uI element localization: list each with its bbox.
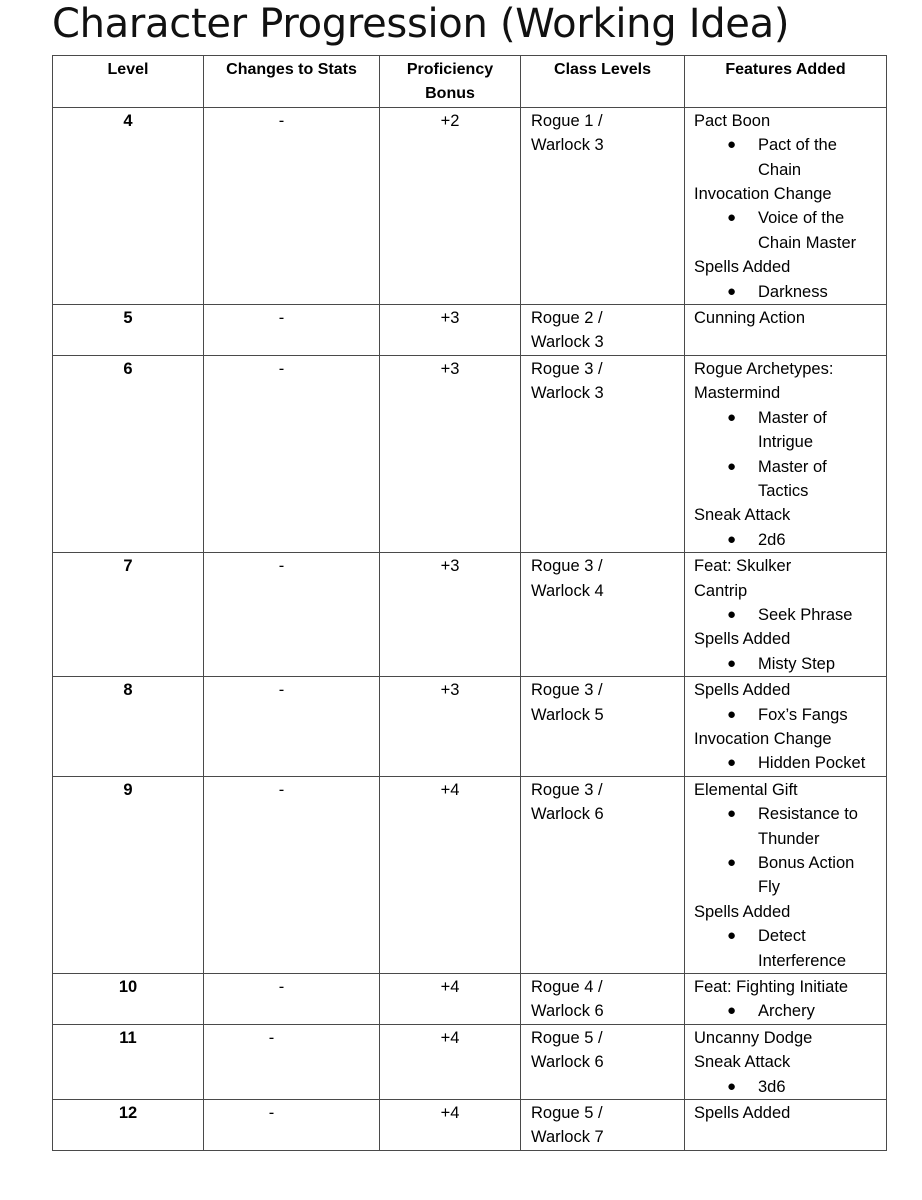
- feature-bullet-item: [727, 999, 882, 1023]
- feature-bullet-item: [727, 133, 882, 182]
- feature-heading: Cunning Action: [694, 309, 805, 328]
- proficiency-bonus-cell: +2: [380, 107, 521, 304]
- column-header-bonus: Proficiency Bonus: [380, 56, 521, 108]
- table-row: [53, 305, 887, 356]
- feature-heading: Feat: Fighting Initiate: [694, 978, 849, 997]
- feature-bullet-list: [694, 603, 882, 627]
- class-level-line: Warlock 3: [531, 384, 604, 403]
- level-cell: 11: [53, 1024, 204, 1099]
- stats-change-cell: -: [204, 107, 380, 304]
- stats-change-cell: -: [204, 553, 380, 677]
- features-cell: [685, 305, 887, 356]
- feature-bullet-text: Darkness: [758, 282, 828, 301]
- feature-bullet-item: [727, 280, 882, 304]
- level-cell: 4: [53, 107, 204, 304]
- feature-bullet-list: [694, 133, 882, 182]
- feature-bullet-text: Detect Interference: [758, 927, 847, 970]
- feature-heading: Invocation Change: [694, 185, 832, 204]
- features-cell: [685, 1100, 887, 1151]
- column-header-level: Level: [53, 56, 204, 108]
- table-row: [53, 677, 887, 777]
- bullet-icon: ●: [727, 408, 737, 426]
- feature-bullet-list: [694, 1075, 882, 1099]
- proficiency-bonus-cell: +4: [380, 974, 521, 1025]
- stats-change-cell: -: [204, 305, 380, 356]
- feature-bullet-list: [694, 924, 882, 973]
- feature-heading: Spells Added: [694, 681, 791, 700]
- class-level-line: Rogue 5 /: [531, 1028, 603, 1047]
- bullet-icon: ●: [727, 457, 737, 475]
- features-cell: [685, 553, 887, 677]
- table-row: [53, 974, 887, 1025]
- feature-bullet-text: Bonus Action Fly: [758, 854, 855, 897]
- feature-bullet-list: [694, 751, 882, 775]
- level-cell: 7: [53, 553, 204, 677]
- feature-heading: Invocation Change: [694, 729, 832, 748]
- feature-heading: Elemental Gift: [694, 780, 798, 799]
- feature-bullet-item: [727, 652, 882, 676]
- stats-change-cell: -: [204, 1024, 380, 1099]
- proficiency-bonus-cell: +4: [380, 1100, 521, 1151]
- feature-bullet-list: [694, 528, 882, 552]
- feature-bullet-item: [727, 924, 882, 973]
- class-level-line: Rogue 1 /: [531, 111, 603, 130]
- features-cell: [685, 355, 887, 552]
- feature-heading: Rogue Archetypes: Mastermind: [694, 359, 834, 403]
- feature-bullet-text: Pact of the Chain: [758, 136, 837, 179]
- feature-bullet-item: [727, 455, 882, 504]
- class-level-line: Rogue 3 /: [531, 681, 603, 700]
- features-cell: [685, 1024, 887, 1099]
- feature-bullet-text: 3d6: [758, 1077, 786, 1096]
- column-header-features: Features Added: [685, 56, 887, 108]
- feature-bullet-list: [694, 652, 882, 676]
- class-levels-cell: [521, 305, 685, 356]
- class-levels-cell: [521, 776, 685, 973]
- features-cell: [685, 974, 887, 1025]
- feature-bullet-item: [727, 603, 882, 627]
- feature-heading: Uncanny Dodge: [694, 1028, 813, 1047]
- bullet-icon: ●: [727, 605, 737, 623]
- table-row: [53, 107, 887, 304]
- bullet-icon: ●: [727, 854, 737, 871]
- bullet-icon: ●: [727, 530, 737, 548]
- class-levels-cell: [521, 355, 685, 552]
- class-level-line: Warlock 6: [531, 1053, 604, 1072]
- level-cell: 12: [53, 1100, 204, 1151]
- proficiency-bonus-cell: +3: [380, 553, 521, 677]
- features-cell: [685, 776, 887, 973]
- feature-bullet-text: Resistance to Thunder: [758, 805, 858, 848]
- feature-bullet-item: [727, 528, 882, 552]
- feature-bullet-list: [694, 280, 882, 304]
- feature-bullet-list: [694, 406, 882, 504]
- class-level-line: Warlock 3: [531, 136, 604, 155]
- feature-bullet-list: [694, 802, 882, 900]
- feature-bullet-item: [727, 206, 882, 255]
- document-title: Character Progression (Working Idea): [52, 1, 790, 47]
- class-level-line: Rogue 3 /: [531, 780, 603, 799]
- stats-change-cell: -: [204, 677, 380, 777]
- feature-bullet-item: [727, 703, 882, 727]
- bullet-icon: ●: [727, 927, 737, 945]
- feature-heading: Sneak Attack: [694, 1053, 791, 1072]
- class-level-line: Rogue 3 /: [531, 557, 603, 576]
- table-row: [53, 776, 887, 973]
- stats-change-cell: -: [204, 776, 380, 973]
- feature-heading: Cantrip: [694, 581, 748, 600]
- stats-change-cell: -: [204, 974, 380, 1025]
- feature-bullet-text: 2d6: [758, 530, 786, 549]
- bullet-icon: ●: [727, 805, 737, 823]
- feature-bullet-list: [694, 999, 882, 1023]
- feature-bullet-text: Voice of the Chain Master: [758, 209, 857, 252]
- feature-heading: Spells Added: [694, 630, 791, 649]
- class-levels-cell: [521, 553, 685, 677]
- feature-bullet-text: Seek Phrase: [758, 605, 853, 624]
- class-levels-cell: [521, 1100, 685, 1151]
- bullet-icon: ●: [727, 705, 737, 723]
- feature-bullet-text: Fox’s Fangs: [758, 705, 848, 724]
- feature-bullet-item: [727, 1075, 882, 1099]
- table-body: [53, 107, 887, 1150]
- table-row: [53, 355, 887, 552]
- feature-bullet-item: [727, 751, 882, 775]
- features-cell: [685, 677, 887, 777]
- class-levels-cell: [521, 1024, 685, 1099]
- stats-change-cell: -: [204, 355, 380, 552]
- class-level-line: Warlock 6: [531, 1002, 604, 1021]
- feature-bullet-list: [694, 703, 882, 727]
- bullet-icon: ●: [727, 1002, 737, 1020]
- feature-heading: Sneak Attack: [694, 506, 791, 525]
- bullet-icon: ●: [727, 654, 737, 672]
- class-level-line: Warlock 5: [531, 705, 604, 724]
- feature-bullet-text: Archery: [758, 1002, 815, 1021]
- level-cell: 6: [53, 355, 204, 552]
- table-row: [53, 1024, 887, 1099]
- class-level-line: Rogue 3 /: [531, 359, 603, 378]
- column-header-stats: Changes to Stats: [204, 56, 380, 108]
- feature-heading: Spells Added: [694, 258, 791, 277]
- class-level-line: Warlock 4: [531, 581, 604, 600]
- bullet-icon: ●: [727, 136, 737, 154]
- features-cell: [685, 107, 887, 304]
- level-cell: 5: [53, 305, 204, 356]
- feature-bullet-text: Master of Intrigue: [758, 408, 827, 452]
- feature-bullet-item: [727, 802, 882, 851]
- class-level-line: Warlock 6: [531, 805, 604, 824]
- feature-bullet-item: [727, 406, 882, 455]
- proficiency-bonus-cell: +4: [380, 1024, 521, 1099]
- feature-heading: Spells Added: [694, 902, 791, 921]
- bullet-icon: ●: [727, 754, 737, 772]
- class-levels-cell: [521, 677, 685, 777]
- stats-change-cell: -: [204, 1100, 380, 1151]
- class-levels-cell: [521, 974, 685, 1025]
- bullet-icon: ●: [727, 1077, 737, 1095]
- proficiency-bonus-cell: +3: [380, 677, 521, 777]
- level-cell: 10: [53, 974, 204, 1025]
- feature-bullet-text: Master of Tactics: [758, 457, 827, 500]
- class-level-line: Rogue 5 /: [531, 1104, 603, 1123]
- table-header-row: [53, 56, 887, 108]
- feature-heading: Feat: Skulker: [694, 557, 792, 576]
- class-level-line: Rogue 4 /: [531, 978, 603, 997]
- class-levels-cell: [521, 107, 685, 304]
- column-header-class-levels: Class Levels: [521, 56, 685, 108]
- feature-heading: Pact Boon: [694, 111, 771, 130]
- level-cell: 9: [53, 776, 204, 973]
- class-level-line: Warlock 7: [531, 1128, 604, 1147]
- bullet-icon: ●: [727, 282, 737, 300]
- proficiency-bonus-cell: +3: [380, 355, 521, 552]
- feature-bullet-text: Misty Step: [758, 654, 836, 673]
- feature-bullet-list: [694, 206, 882, 255]
- feature-bullet-item: [727, 851, 882, 900]
- proficiency-bonus-cell: +4: [380, 776, 521, 973]
- feature-bullet-text: Hidden Pocket: [758, 754, 866, 773]
- level-cell: 8: [53, 677, 204, 777]
- class-level-line: Warlock 3: [531, 333, 604, 352]
- feature-heading: Spells Added: [694, 1104, 791, 1123]
- progression-table: [52, 55, 887, 1151]
- class-level-line: Rogue 2 /: [531, 309, 603, 328]
- table-row: [53, 553, 887, 677]
- proficiency-bonus-cell: +3: [380, 305, 521, 356]
- table-row: [53, 1100, 887, 1151]
- bullet-icon: ●: [727, 209, 737, 227]
